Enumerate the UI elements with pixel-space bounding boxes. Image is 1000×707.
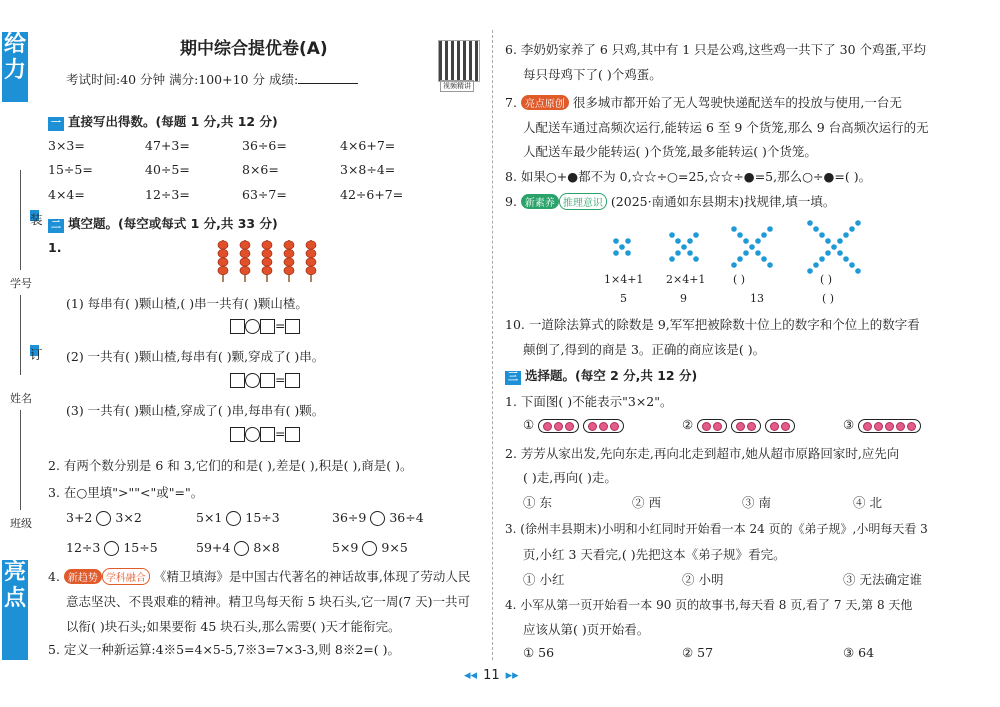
- dot-group: [583, 419, 624, 433]
- hawthorn-berry: [306, 249, 316, 257]
- section-3-heading: [505, 366, 697, 385]
- pattern-dot: [737, 232, 743, 238]
- option-label: ①: [523, 417, 535, 432]
- calc-item: 3×8÷4=: [340, 162, 396, 177]
- hawthorn-berry: [218, 266, 228, 274]
- mc2-option-2[interactable]: ② 西: [632, 495, 661, 510]
- pattern-dot: [825, 250, 831, 256]
- section-title: 填空题。(每空或每式 1 分,共 33 分): [68, 216, 278, 231]
- compare-item: [332, 510, 424, 526]
- hawthorn-berry: [240, 241, 250, 249]
- q1-equation3: =: [230, 426, 300, 442]
- mc4-line2: 应该从第( )页开始看。: [523, 622, 650, 637]
- fold-mark: 订: [30, 347, 43, 362]
- hawthorn-berry: [306, 258, 316, 266]
- q3-title: 3. 在○里填">""<"或"="。: [48, 485, 204, 500]
- fold-mark: 装: [30, 212, 43, 227]
- mc3-option-3[interactable]: ③ 无法确定谁: [843, 572, 922, 587]
- calc-item: 4×4=: [48, 187, 85, 202]
- compare-left: 12÷3: [66, 540, 101, 555]
- pattern-result: 13: [750, 292, 764, 305]
- pattern-dot: [693, 256, 699, 262]
- pattern-dot: [755, 250, 761, 256]
- sidebar: [0, 30, 43, 670]
- pattern-dot: [761, 232, 767, 238]
- pattern-dot: [737, 256, 743, 262]
- mc1-option-3[interactable]: [843, 417, 921, 433]
- q1-number: 1.: [48, 240, 62, 255]
- pattern-dot: [819, 256, 825, 262]
- compare-circle[interactable]: [226, 511, 241, 526]
- pattern-dot: [825, 238, 831, 244]
- compare-circle[interactable]: [362, 541, 377, 556]
- mc3-option-2[interactable]: ② 小明: [682, 572, 724, 587]
- name-label: 姓名: [10, 392, 32, 405]
- section-number: 一: [48, 117, 64, 131]
- pattern-dot: [855, 268, 861, 274]
- compare-left: 3+2: [66, 510, 93, 525]
- compare-item: [66, 510, 142, 526]
- sidebar-line: [20, 170, 21, 270]
- q7-line3: 人配送车最少能转运( )个货笼,最多能转运( )个货笼。: [523, 144, 817, 159]
- page-title: 期中综合提优卷(A): [180, 39, 328, 59]
- dot-group: [731, 419, 761, 433]
- compare-right: 15÷3: [245, 510, 280, 525]
- pattern-dot: [731, 226, 737, 232]
- hawthorn-berry: [262, 249, 272, 257]
- mc2-line1: 2. 芳芳从家出发,先向东走,再向北走到超市,她从超市原路回家时,应先向: [505, 446, 900, 461]
- sidebar-top-band: 给力: [2, 32, 28, 102]
- pattern-dot: [619, 244, 625, 250]
- sidebar-line: [20, 410, 21, 510]
- trend-tag: 新趋势: [64, 569, 102, 584]
- pattern-dot: [843, 256, 849, 262]
- hawthorn-berry: [284, 241, 294, 249]
- section-1-heading: [48, 112, 278, 131]
- pattern-dot: [675, 238, 681, 244]
- mc4-option-3[interactable]: ③ 64: [843, 645, 875, 660]
- mc3-option-1[interactable]: ① 小红: [523, 572, 565, 587]
- hawthorn-berry: [240, 266, 250, 274]
- compare-left: 5×9: [332, 540, 359, 555]
- pattern-dot: [693, 232, 699, 238]
- compare-left: 59+4: [196, 540, 231, 555]
- pattern-result: 5: [620, 292, 627, 305]
- q10-line2: 颠倒了,得到的商是 3。正确的商应该是( )。: [523, 342, 766, 357]
- pattern-dot: [767, 226, 773, 232]
- section-title: 选择题。(每空 2 分,共 12 分): [525, 368, 698, 383]
- mc1-option-1[interactable]: [523, 417, 624, 433]
- compare-right: 8×8: [253, 540, 280, 555]
- calc-item: 8×6=: [242, 162, 279, 177]
- q7-line1: [505, 93, 902, 111]
- exam-info-text: 考试时间:40 分钟 满分:100+10 分 成绩:: [66, 72, 299, 87]
- hawthorn-berry: [284, 266, 294, 274]
- compare-item: [196, 510, 280, 526]
- calc-item: 4×6+7=: [340, 138, 396, 153]
- pattern-dot: [625, 250, 631, 256]
- pattern-dot: [613, 238, 619, 244]
- page-number: ◂◂ 11 ▸▸: [464, 668, 519, 683]
- hawthorn-berry: [218, 249, 228, 257]
- hawthorn-skewers-illustration: [215, 240, 325, 282]
- calc-item: 47+3=: [145, 138, 190, 153]
- mc1-text: 1. 下面图( )不能表示"3×2"。: [505, 394, 673, 409]
- pattern-result: ( ): [822, 292, 835, 305]
- qr-code-icon[interactable]: [438, 40, 480, 82]
- pattern-dot: [687, 250, 693, 256]
- q5: 5. 定义一种新运算:4※5=4×5-5,7※3=7×3-3,则 8※2=( )。: [48, 642, 401, 657]
- pattern-expression: 2×4+1: [666, 273, 706, 286]
- q1-line1: (1) 每串有( )颗山楂,( )串一共有( )颗山楂。: [66, 296, 308, 311]
- pattern-dot: [807, 268, 813, 274]
- mc2-option-1[interactable]: ① 东: [523, 495, 552, 510]
- q9-line: [505, 192, 835, 210]
- q1-equation1: =: [230, 318, 300, 334]
- pattern-dot: [749, 244, 755, 250]
- q9-number: 9.: [505, 194, 517, 209]
- pattern-expression: ( ): [733, 273, 746, 286]
- mc1-option-2[interactable]: [682, 417, 795, 433]
- compare-item: [66, 540, 158, 556]
- compare-right: 15÷5: [123, 540, 158, 555]
- student-no-label: 学号: [10, 277, 32, 290]
- original-tag: 亮点原创: [521, 95, 569, 110]
- calc-item: 15÷5=: [48, 162, 93, 177]
- compare-right: 36÷4: [389, 510, 424, 525]
- pattern-dot: [743, 250, 749, 256]
- pattern-dot: [849, 226, 855, 232]
- pattern-dot: [831, 244, 837, 250]
- pattern-dot: [819, 232, 825, 238]
- qr-label: 视频精讲: [440, 80, 474, 92]
- hawthorn-berry: [218, 258, 228, 266]
- pattern-dot: [669, 232, 675, 238]
- q7-line2: 人配送车通过高频次运行,能转运 6 至 9 个货笼,那么 9 台高频次运行的无: [523, 120, 929, 135]
- dot-group: [697, 419, 727, 433]
- hawthorn-berry: [262, 258, 272, 266]
- pattern-dot: [813, 262, 819, 268]
- q4-line2: 意志坚决、不畏艰难的精神。精卫鸟每天衔 5 块石头,它一周(7 天)一共可: [66, 594, 471, 609]
- mc3-line2: 页,小红 3 天看完,( )先把这本《弟子规》看完。: [523, 547, 786, 562]
- section-title: 直接写出得数。(每题 1 分,共 12 分): [68, 114, 278, 129]
- mc4-option-1[interactable]: ① 56: [523, 645, 555, 660]
- pattern-dot: [837, 238, 843, 244]
- calc-item: 12÷3=: [145, 187, 190, 202]
- dot-group: [538, 419, 579, 433]
- q4-number: 4.: [48, 569, 60, 584]
- q9-text: (2025·南通如东县期末)找规律,填一填。: [610, 194, 836, 209]
- option-label: ②: [682, 417, 694, 432]
- hawthorn-berry: [284, 258, 294, 266]
- hawthorn-berry: [218, 241, 228, 249]
- pattern-dot: [755, 238, 761, 244]
- calc-item: 36÷6=: [242, 138, 287, 153]
- calc-item: 42÷6+7=: [340, 187, 404, 202]
- dot-group: [765, 419, 795, 433]
- pattern-dot: [669, 256, 675, 262]
- pattern-dot: [767, 262, 773, 268]
- mc3-line1: 3. (徐州丰县期末)小明和小红同时开始看一本 24 页的《弟子规》,小明每天看 3: [505, 522, 928, 536]
- literacy-tag: 新素养: [521, 194, 559, 209]
- class-label: 班级: [10, 517, 32, 530]
- hawthorn-berry: [262, 241, 272, 249]
- q8: 8. 如果○+●都不为 0,☆☆÷○=25,☆☆÷●=5,那么○÷●=( )。: [505, 169, 872, 184]
- compare-circle[interactable]: [104, 541, 119, 556]
- option-label: ③: [843, 417, 855, 432]
- page-number-value: 11: [483, 668, 500, 683]
- pattern-expression: ( ): [820, 273, 833, 286]
- q1-line2: (2) 一共有( )颗山楂,每串有( )颗,穿成了( )串。: [66, 349, 325, 364]
- calc-item: 63÷7=: [242, 187, 287, 202]
- q4-line1: [48, 567, 470, 585]
- q4-text: 《精卫填海》是中国古代著名的神话故事,体现了劳动人民: [153, 569, 471, 584]
- compare-right: 3×2: [115, 510, 142, 525]
- pattern-dot: [855, 220, 861, 226]
- sidebar-bottom-band: 亮点: [2, 560, 28, 660]
- mc4-line1: 4. 小军从第一页开始看一本 90 页的故事书,每天看 8 页,看了 7 天,第 8 天他: [505, 598, 913, 612]
- q6-line1: 6. 李奶奶家养了 6 只鸡,其中有 1 只是公鸡,这些鸡一共下了 30 个鸡蛋,平均: [505, 42, 926, 57]
- hawthorn-berry: [240, 249, 250, 257]
- pattern-dot: [813, 226, 819, 232]
- calc-item: 40÷5=: [145, 162, 190, 177]
- pattern-dot: [681, 244, 687, 250]
- hawthorn-berry: [306, 241, 316, 249]
- compare-item: [196, 540, 280, 556]
- mc2-line2: ( )走,再向( )走。: [523, 470, 617, 485]
- pattern-result: 9: [680, 292, 687, 305]
- q4-line3: 以衔( )块石头;如果要衔 45 块石头,那么需要( )天才能衔完。: [66, 619, 401, 634]
- hawthorn-berry: [240, 258, 250, 266]
- compare-right: 9×5: [381, 540, 408, 555]
- reasoning-tag: 推理意识: [559, 193, 607, 210]
- q10-line1: 10. 一道除法算式的除数是 9,军军把被除数十位上的数字和个位上的数字看: [505, 317, 920, 332]
- pattern-dot: [613, 250, 619, 256]
- calc-item: 3×3=: [48, 138, 85, 153]
- pattern-dot: [687, 238, 693, 244]
- pattern-dot: [843, 232, 849, 238]
- pattern-dot: [837, 250, 843, 256]
- q1-line3: (3) 一共有( )颗山楂,穿成了( )串,每串有( )颗。: [66, 403, 325, 418]
- compare-circle[interactable]: [234, 541, 249, 556]
- pattern-dot: [731, 262, 737, 268]
- compare-circle[interactable]: [96, 511, 111, 526]
- dot-group: [858, 419, 921, 433]
- section-2-heading: [48, 214, 278, 233]
- hawthorn-berry: [262, 266, 272, 274]
- compare-left: 36÷9: [332, 510, 367, 525]
- compare-item: [332, 540, 408, 556]
- pattern-dot: [625, 238, 631, 244]
- pattern-dot: [743, 238, 749, 244]
- mc4-option-2[interactable]: ② 57: [682, 645, 714, 660]
- sidebar-line: [20, 295, 21, 375]
- section-number: 三: [505, 371, 521, 385]
- pattern-dot: [807, 220, 813, 226]
- q2: 2. 有两个数分别是 6 和 3,它们的和是( ),差是( ),积是( ),商是( )。: [48, 458, 413, 473]
- compare-circle[interactable]: [370, 511, 385, 526]
- mc2-option-3[interactable]: ③ 南: [742, 495, 771, 510]
- q7-text: 很多城市都开始了无人驾驶快递配送车的投放与使用,一台无: [572, 95, 902, 110]
- dot-pattern-figures: [600, 215, 880, 277]
- hawthorn-berry: [284, 249, 294, 257]
- section-number: 二: [48, 219, 64, 233]
- pattern-dot: [849, 262, 855, 268]
- pattern-expression: 1×4+1: [604, 273, 644, 286]
- q6-line2: 每只母鸡下了( )个鸡蛋。: [523, 67, 662, 82]
- subject-tag: 学科融合: [102, 568, 150, 585]
- exam-info: [66, 70, 358, 88]
- q7-number: 7.: [505, 95, 517, 110]
- hawthorn-berry: [306, 266, 316, 274]
- compare-left: 5×1: [196, 510, 223, 525]
- page-divider: [492, 30, 494, 660]
- q1-equation2: =: [230, 372, 300, 388]
- pattern-dot: [761, 256, 767, 262]
- pattern-dot: [675, 250, 681, 256]
- mc2-option-4[interactable]: ④ 北: [853, 495, 882, 510]
